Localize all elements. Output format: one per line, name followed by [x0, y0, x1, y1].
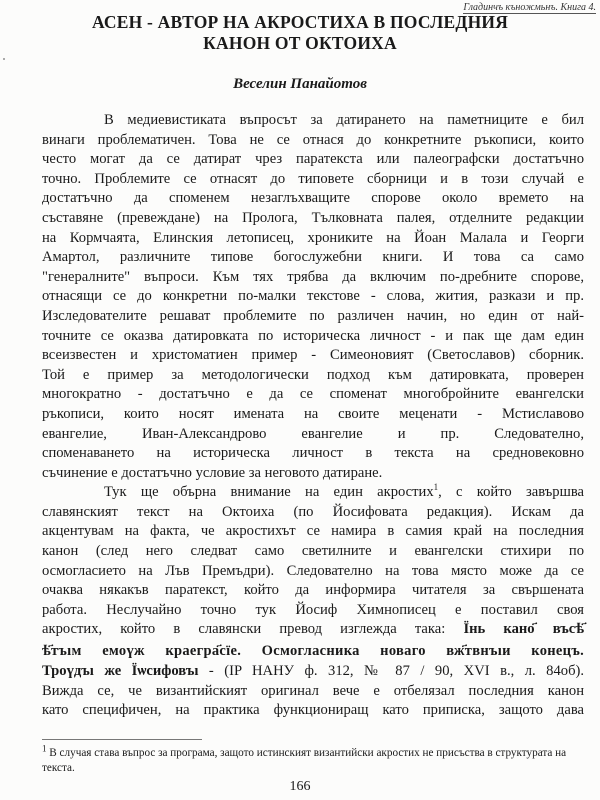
- paragraph-1-line: точно. Проблемите се отнасят до типовете сборници и в този случай е: [42, 170, 584, 187]
- paragraph-1-line: В медиевистиката въпросът за датирането на паметниците е бил: [104, 112, 584, 128]
- paragraph-1-line: всеизвестен и христоматиен пример - Симеоновият (Светославов) сборник.: [42, 347, 584, 364]
- paragraph-1-line: ръкописи, които носят имената на своите меценати - Мстиславово: [42, 405, 584, 422]
- footnote-reference[interactable]: 1: [433, 482, 439, 493]
- footnote-number: 1: [42, 743, 47, 754]
- paragraph-1-line: точните се оказва датировката по историческа личност - и пак ще дам един: [42, 327, 584, 344]
- paragraph-1-line: винаги проблематичен. Това не се отнася до конкретните ръкописи, които: [42, 131, 584, 148]
- paragraph-2-line: [42, 483, 584, 503]
- paragraph-1-line: на Кормчаята, Елинския летописец, хрониките на Йоан Малала и Георги: [42, 229, 584, 246]
- paragraph-1-line: отнасящи се до конкретни по-малки текстове - слова, жития, разкази и пр.: [42, 288, 584, 305]
- paragraph-2-line: осмогласието на Лъв Премъдри). Следователно на това място може да се: [42, 562, 584, 579]
- paragraph-2-text: акростих, който в славянски превод изглежда така:: [42, 621, 464, 638]
- article-body: [42, 111, 584, 721]
- title-line-1: АСЕН - АВТОР НА АКРОСТИХА В ПОСЛЕДНИЯ: [91, 12, 509, 32]
- paragraph-2-line: Вижда се, че византийският оригинал вече е отбелязал последния канон: [42, 682, 584, 699]
- footnote-text: В случая става въпрос за програма, защото истинският византийски акростих не присъства в структурата на текста.: [42, 747, 567, 774]
- paragraph-2-line: канон (след него следват само светилните и евангелски стихири по: [42, 543, 584, 560]
- running-head: Гладинчъ къножмьнъ. Книга 4.: [463, 2, 596, 13]
- paragraph-2-line: работа. Неслучайно точно тук Йосиф Химнописец е поставил своя: [42, 601, 584, 618]
- paragraph-1-line: съставяне (превеждане) на Пролога, Тълковната палея, отделните редакции: [42, 209, 584, 226]
- slavonic-acrostic-text: Їнь кано҃ въсѣ҃: [463, 621, 585, 638]
- paragraph-2-line: като специфичен, на практика функциониращ като приписка, защото дава: [42, 702, 584, 719]
- paragraph-1-line: достатъчно да споменем незаглъхващите спорове около времето на: [42, 190, 584, 207]
- paragraph-2-line: очаква някакъв паратекст, който да информира читателя за свършената: [42, 582, 584, 599]
- footnote: [42, 743, 587, 776]
- paragraph-1-line: евангелие, Иван-Александрово евангелие и пр. Следователно,: [42, 425, 584, 442]
- paragraph-1-line: многократно - достатъчно е да се споменат многобройните евангелски: [42, 386, 584, 403]
- page-number: 166: [289, 779, 311, 794]
- paragraph-1-line: "генералните" въпроси. Към тях трябва да включим по-дребните спорове,: [42, 268, 584, 285]
- paragraph-1-line: Той е пример за методологически подход към датировката, проверен: [42, 366, 584, 383]
- paragraph-1-line: Изследователите решават проблемите по различен начин, но един от най-: [42, 307, 584, 324]
- footnote-divider: [42, 739, 202, 740]
- paragraph-2-line: [42, 620, 584, 640]
- paragraph-1-line: съчинение е достатъчно условие за неговото датиране.: [42, 464, 383, 481]
- author-name: Веселин Панайотов: [233, 76, 367, 92]
- paragraph-1-line: често могат да се датират чрез паратекста или палеографски достатъчно: [42, 151, 584, 168]
- paragraph-2-line: акцентувам на факта, че акростихът се намира в самия край на последния: [42, 523, 584, 540]
- paragraph-1-line: споменаването на историческа личност в текста на средновековно: [42, 445, 584, 462]
- paragraph-2-text: Тук ще обърна внимание на един акростих: [104, 484, 434, 501]
- citation: - (IP НАНУ ф. 312, № 87 / 90, XVI в., л. 84об).: [198, 663, 585, 680]
- paragraph-2-line: славянският текст на Октоиха (по Йосифовата редакция). Искам да: [42, 503, 584, 520]
- paragraph-1-line: Амартол, различните типове богослужебни книги. И това са само: [42, 249, 584, 266]
- paragraph-2-line: [42, 662, 584, 682]
- article-title: [0, 12, 600, 54]
- slavonic-acrostic-text: Троүдъı же Їѡсифовъı: [42, 663, 199, 680]
- paragraph-2-text: , с който завършва: [438, 484, 584, 501]
- slavonic-acrostic-line: ѣ҃тъıм емоүж краегра҃сїе. Осмогласника новаго вж҃твнъıи конецъ.: [42, 643, 584, 660]
- scan-speck: [3, 58, 5, 60]
- title-line-2: КАНОН ОТ ОКТОИХА: [203, 33, 397, 53]
